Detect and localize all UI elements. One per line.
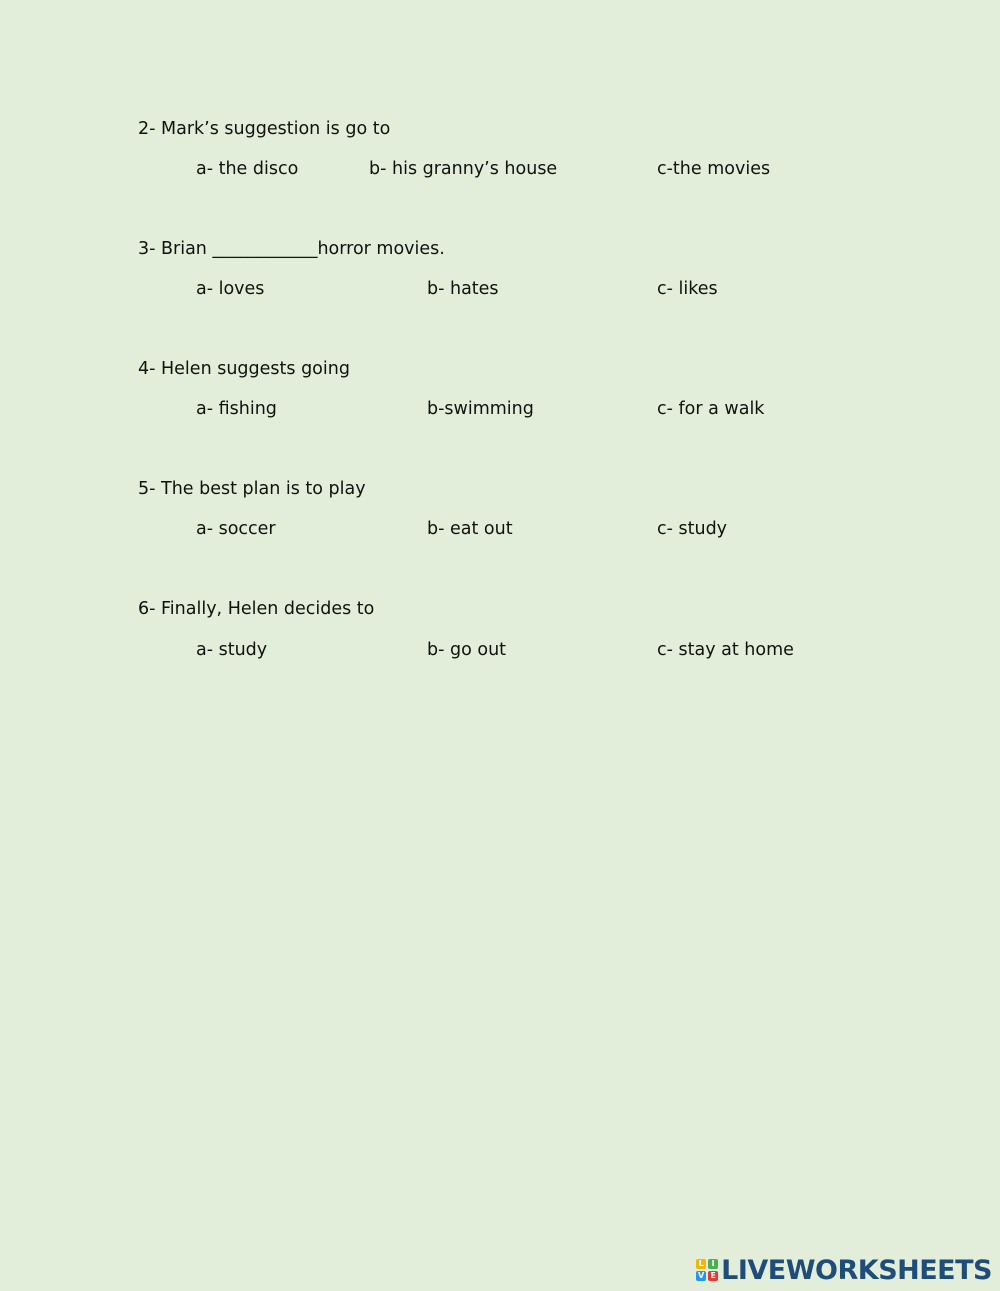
- question-prompt: 5- The best plan is to play: [138, 479, 366, 499]
- logo-block-l: L: [696, 1259, 706, 1269]
- logo-block-v: V: [698, 1271, 705, 1280]
- option-a[interactable]: a- soccer: [196, 519, 276, 539]
- liveworksheets-logo[interactable]: [696, 1255, 992, 1285]
- option-c[interactable]: c- stay at home: [657, 640, 794, 660]
- option-c[interactable]: c-the movies: [657, 159, 771, 179]
- option-c[interactable]: c- study: [657, 519, 728, 539]
- question-prompt: 4- Helen suggests going: [138, 359, 350, 379]
- logo-wordmark: LIVEWORKSHEETS: [721, 1254, 992, 1286]
- question-4: [0, 357, 1000, 447]
- option-a[interactable]: a- loves: [196, 279, 265, 299]
- live-blocks-icon: [696, 1259, 718, 1281]
- option-a[interactable]: a- fishing: [196, 399, 277, 419]
- option-c[interactable]: c- likes: [657, 279, 718, 299]
- question-prompt: 6- Finally, Helen decides to: [138, 599, 375, 619]
- option-b[interactable]: b-swimming: [427, 399, 534, 419]
- question-2: [0, 117, 1000, 207]
- question-5: [0, 477, 1000, 567]
- question-prompt: 2- Mark’s suggestion is go to: [138, 119, 391, 139]
- question-3: [0, 237, 1000, 327]
- option-c[interactable]: c- for a walk: [657, 399, 765, 419]
- option-a[interactable]: a- the disco: [196, 159, 299, 179]
- logo-block-e: E: [708, 1271, 718, 1281]
- option-b[interactable]: b- eat out: [427, 519, 513, 539]
- question-6: [0, 597, 1000, 687]
- option-b[interactable]: b- hates: [427, 279, 499, 299]
- option-a[interactable]: a- study: [196, 640, 268, 660]
- logo-block-i: I: [708, 1259, 718, 1269]
- option-b[interactable]: b- his granny’s house: [369, 159, 558, 179]
- option-b[interactable]: b- go out: [427, 640, 507, 660]
- question-prompt: 3- Brian ____________horror movies.: [138, 239, 445, 259]
